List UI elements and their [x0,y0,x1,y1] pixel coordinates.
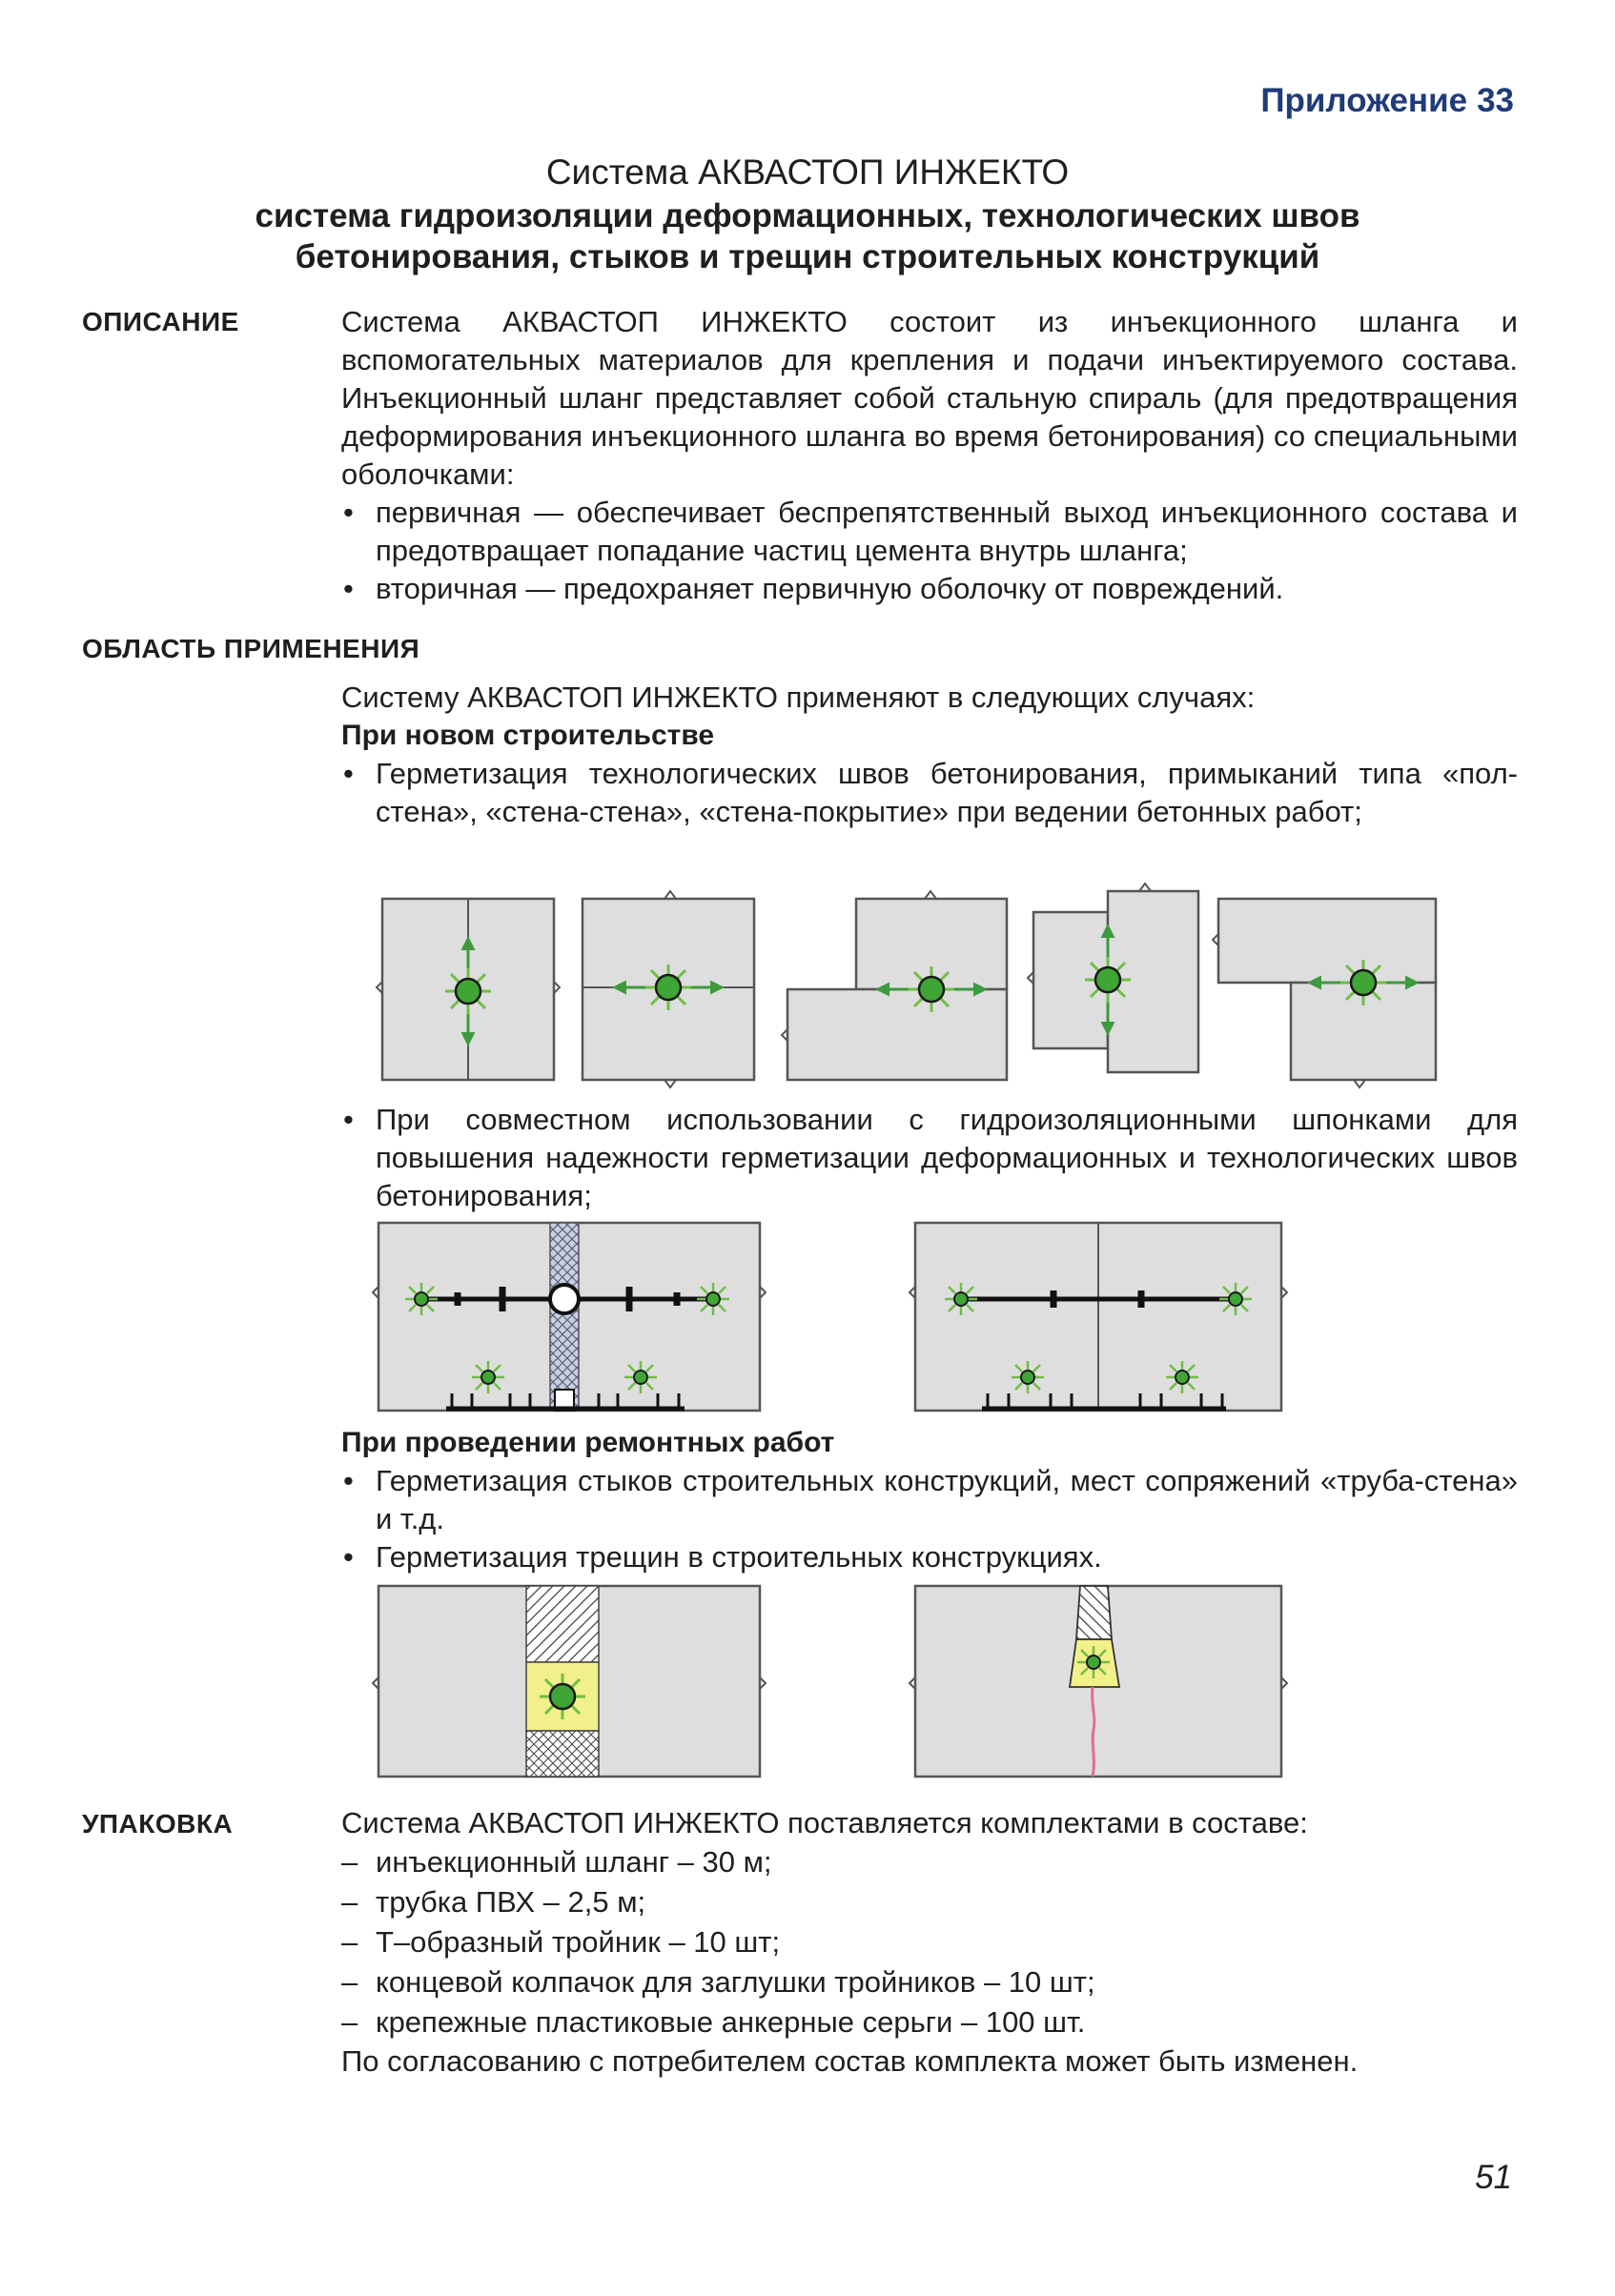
appendix-label: Приложение [1260,82,1468,119]
application-label: ОБЛАСТЬ ПРИМЕНЕНИЯ [82,634,420,663]
description-bullet-secondary: • вторичная — предохраняет первичную оболочку от повреждений. [341,570,1518,608]
application-intro: Систему АКВАСТОП ИНЖЕКТО применяют в следующих случаях: [341,681,1256,714]
packaging-item: – крепежные пластиковые анкерные серьги – 100 шт. [341,2002,1518,2042]
repair-diagram-crack [910,1586,1287,1777]
packaging-item: – Т–образный тройник – 10 шт; [341,1922,1518,1962]
packaging-item: – трубка ПВХ – 2,5 м; [341,1882,1518,1922]
document-subtitle-line1: система гидроизоляции деформационных, технологических швов [255,197,1360,234]
new-construction-heading: При новом строительстве [341,720,715,751]
description-text: Система АКВАСТОП ИНЖЕКТО состоит из инъекционного шланга и вспомогательных материалов для крепления и подачи инъектируемого состава. Инъекционный шланг представляет собой стальную спираль (для предотвращения деформирования инъекционного шланга во время бетонирования) со специальными оболочками: [341,305,1518,491]
joint-diagram-2 [583,891,754,1087]
waterstop-diagram-construction [910,1223,1287,1411]
document-subtitle-line2: бетонирования, стыков и трещин строительных конструкций [295,238,1320,275]
joint-diagram-1 [377,899,560,1080]
repair-heading: При проведении ремонтных работ [341,1427,835,1458]
description-label: ОПИСАНИЕ [82,307,239,336]
joint-diagram-3 [782,891,1007,1080]
joint-diagram-4 [1028,884,1198,1072]
packaging-label: УПАКОВКА [82,1809,234,1839]
packaging-item: – концевой колпачок для заглушки тройников – 10 шт; [341,1962,1518,2002]
description-bullet-primary: • первичная — обеспечивает беспрепятственный выход инъекционного состава и предотвращает попадание частиц цемента внутрь шланга; [341,494,1518,570]
appendix-number: 33 [1477,82,1514,119]
page-number: 51 [1475,2159,1512,2196]
packaging-intro: Система АКВАСТОП ИНЖЕКТО поставляется комплектами в составе: [341,1806,1308,1839]
repair-bullet-joints: • Герметизация стыков строительных конструкций, мест сопряжений «труба-стена» и т.д. [341,1462,1518,1538]
waterstop-bullet: • При совместном использовании с гидроизоляционными шпонками для повышения надежности герметизации деформационных и технологических швов бетонирования; [341,1101,1518,1215]
packaging-note: По согласованию с потребителем состав комплекта может быть изменен. [341,2044,1359,2078]
waterstop-diagram-expansion [373,1223,766,1411]
packaging-item: – инъекционный шланг – 30 м; [341,1842,1518,1882]
repair-diagram-joint [373,1586,766,1777]
new-construction-bullet: • Герметизация технологических швов бетонирования, примыканий типа «пол-стена», «стена-стена», «стена-покрытие» при ведении бетонных работ; [341,755,1518,831]
joint-diagram-5 [1213,899,1436,1087]
repair-bullet-cracks: • Герметизация трещин в строительных конструкциях. [341,1538,1518,1576]
document-title: Система АКВАСТОП ИНЖЕКТО [545,152,1070,192]
